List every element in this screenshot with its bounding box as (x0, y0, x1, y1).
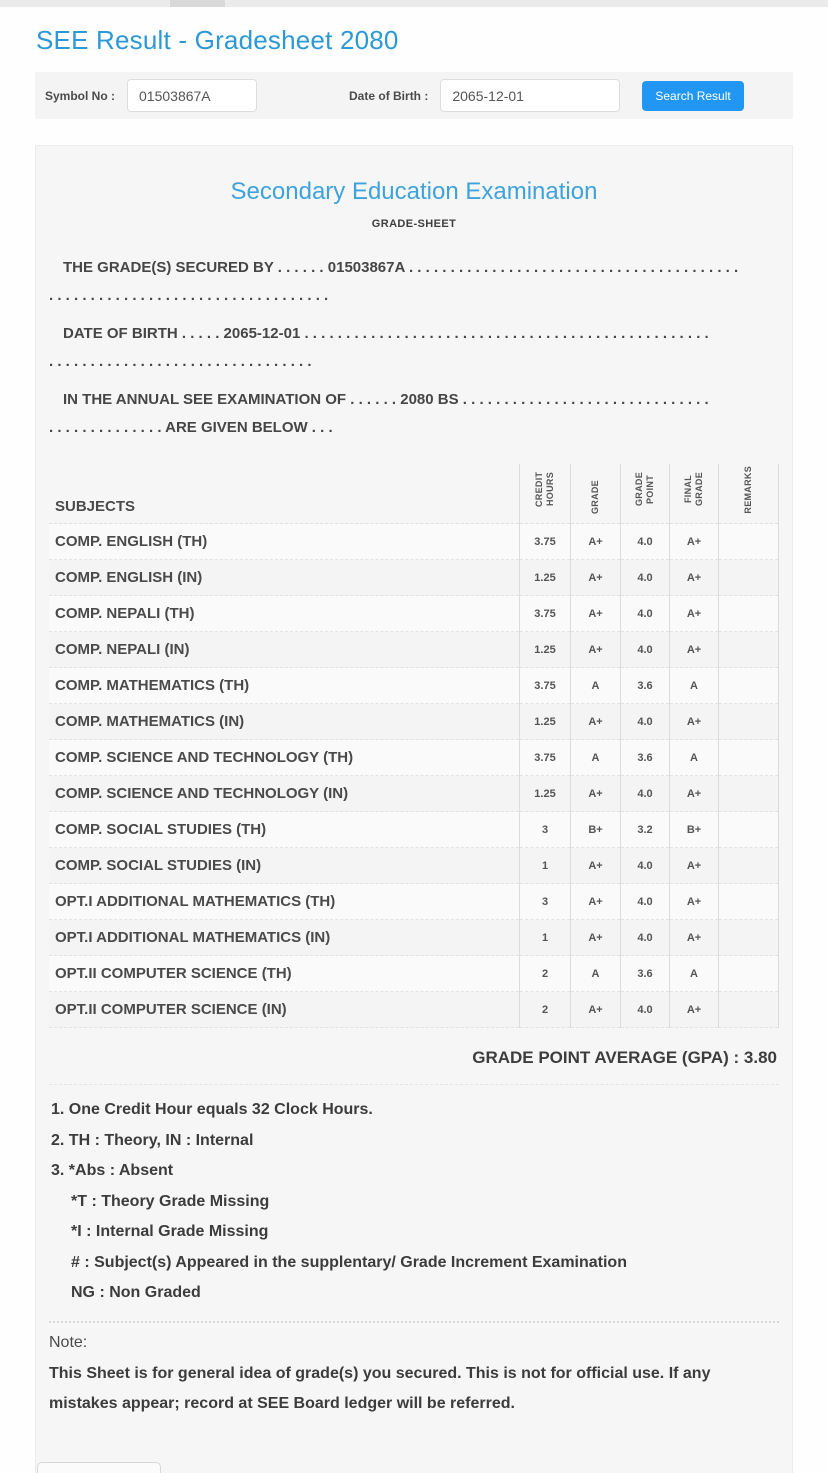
cell-remarks (719, 992, 779, 1028)
cell-credit-hours: 2 (520, 992, 571, 1028)
footnotes (49, 1084, 779, 1309)
note-text: This Sheet is for general idea of grade(s) you secured. This is not for official use. If any mistakes appear; record at SEE Board ledger will be referred. (49, 1364, 711, 1412)
cell-remarks (719, 776, 779, 812)
cell-remarks (719, 560, 779, 596)
cell-grade-point: 3.6 (621, 740, 670, 776)
cell-grade: A+ (571, 920, 621, 956)
cell-remarks (719, 812, 779, 848)
cell-subject: COMP. SCIENCE AND TECHNOLOGY (TH) (55, 749, 354, 766)
cell-remarks (719, 884, 779, 920)
note-title: Note: (49, 1333, 88, 1351)
cell-remarks (719, 524, 779, 560)
statement-line-2: . . . . . . . . . . . . . . ARE GIVEN BELOW . . . (49, 419, 333, 436)
cell-subject: OPT.I ADDITIONAL MATHEMATICS (TH) (55, 893, 336, 910)
top-strip-segment (170, 0, 225, 7)
cell-grade: A+ (571, 992, 621, 1028)
cell-grade: A+ (571, 776, 621, 812)
table-row (49, 524, 779, 560)
cell-remarks (719, 596, 779, 632)
gradesheet-heading: Secondary Education Examination (230, 178, 598, 205)
cell-final-grade: A+ (670, 920, 719, 956)
column-header-final-grade: FINAL GRADE (670, 464, 719, 524)
column-header-subjects: SUBJECTS (49, 464, 520, 524)
table-row (49, 920, 779, 956)
table-row (49, 560, 779, 596)
search-result-button[interactable]: Search Result (642, 81, 743, 111)
cell-remarks (719, 632, 779, 668)
cell-subject: COMP. MATHEMATICS (IN) (55, 713, 245, 730)
table-row (49, 704, 779, 740)
table-row (49, 596, 779, 632)
column-header-remarks: REMARKS (719, 464, 779, 524)
cell-subject: COMP. SOCIAL STUDIES (TH) (55, 821, 267, 838)
date-of-birth-input[interactable] (440, 79, 620, 112)
cell-grade-point: 4.0 (621, 992, 670, 1028)
cell-grade-point: 4.0 (621, 884, 670, 920)
cell-credit-hours: 3.75 (520, 668, 571, 704)
cell-grade-point: 4.0 (621, 848, 670, 884)
cell-credit-hours: 2 (520, 956, 571, 992)
cell-remarks (719, 956, 779, 992)
cell-credit-hours: 1.25 (520, 560, 571, 596)
cell-credit-hours: 3.75 (520, 596, 571, 632)
cell-grade: A+ (571, 704, 621, 740)
cell-grade: A+ (571, 848, 621, 884)
cell-subject: COMP. MATHEMATICS (TH) (55, 677, 250, 694)
footnote-line: 3. *Abs : Absent (51, 1162, 174, 1179)
cell-final-grade: A+ (670, 524, 719, 560)
cell-subject: COMP. ENGLISH (IN) (55, 569, 203, 586)
cell-subject: OPT.II COMPUTER SCIENCE (IN) (55, 1001, 287, 1018)
grades-table-header (49, 464, 779, 524)
cell-credit-hours: 1.25 (520, 632, 571, 668)
cell-grade: A+ (571, 884, 621, 920)
cell-credit-hours: 3.75 (520, 740, 571, 776)
table-row (49, 992, 779, 1028)
cell-final-grade: A+ (670, 848, 719, 884)
cell-final-grade: B+ (670, 812, 719, 848)
cell-remarks (719, 704, 779, 740)
column-header-credit-hours: CREDIT HOURS (520, 464, 571, 524)
grades-table (49, 464, 779, 1028)
cell-grade-point: 4.0 (621, 596, 670, 632)
statement-line-1: THE GRADE(S) SECURED BY . . . . . . 01503867A . . . . . . . . . . . . . . . . . . . . . . . . . . . . . . . . . . . . . . . . (63, 259, 739, 276)
cell-grade: A (571, 668, 621, 704)
grades-table-body (49, 524, 779, 1028)
cell-grade-point: 4.0 (621, 776, 670, 812)
cell-credit-hours: 1 (520, 920, 571, 956)
search-form (35, 72, 793, 119)
table-row (49, 776, 779, 812)
statement (49, 254, 779, 310)
cell-grade: B+ (571, 812, 621, 848)
cell-grade: A+ (571, 524, 621, 560)
table-row (49, 848, 779, 884)
cell-credit-hours: 3 (520, 812, 571, 848)
cell-grade: A+ (571, 632, 621, 668)
page-title: SEE Result - Gradesheet 2080 (36, 25, 399, 55)
date-of-birth-label: Date of Birth : (349, 88, 429, 103)
footnote-line: *I : Internal Grade Missing (71, 1223, 269, 1240)
statement-line-1: DATE OF BIRTH . . . . . 2065-12-01 . . . . . . . . . . . . . . . . . . . . . . . . . . . . . . . . . . . . . . . . . . . . . . . . . (63, 325, 709, 342)
cell-subject: COMP. SOCIAL STUDIES (IN) (55, 857, 262, 874)
cell-remarks (719, 920, 779, 956)
cell-grade-point: 4.0 (621, 524, 670, 560)
cell-final-grade: A+ (670, 560, 719, 596)
footnote-line: *T : Theory Grade Missing (71, 1192, 270, 1210)
cell-credit-hours: 1.25 (520, 776, 571, 812)
cell-credit-hours: 3 (520, 884, 571, 920)
gpa-line: GRADE POINT AVERAGE (GPA) : 3.80 (472, 1048, 777, 1067)
cell-grade: A+ (571, 596, 621, 632)
cell-final-grade: A (670, 740, 719, 776)
cell-remarks (719, 740, 779, 776)
cell-subject: COMP. ENGLISH (TH) (55, 533, 208, 550)
footnote-line: 2. TH : Theory, IN : Internal (51, 1131, 254, 1149)
cell-remarks (719, 668, 779, 704)
statement (49, 386, 779, 442)
cell-final-grade: A+ (670, 884, 719, 920)
cell-final-grade: A+ (670, 704, 719, 740)
cell-grade-point: 4.0 (621, 920, 670, 956)
cell-grade-point: 3.6 (621, 956, 670, 992)
top-strip (0, 0, 828, 7)
column-header-grade: GRADE (571, 464, 621, 524)
cell-credit-hours: 1 (520, 848, 571, 884)
statement-line-2: . . . . . . . . . . . . . . . . . . . . . . . . . . . . . . . . . . (49, 287, 329, 304)
statement (49, 320, 779, 376)
cell-grade-point: 3.2 (621, 812, 670, 848)
cell-grade: A (571, 956, 621, 992)
gradesheet-subheading: GRADE-SHEET (371, 218, 457, 230)
gradesheet-card (35, 145, 793, 1473)
cell-final-grade: A+ (670, 632, 719, 668)
cell-subject: OPT.II COMPUTER SCIENCE (TH) (55, 965, 292, 982)
table-row (49, 812, 779, 848)
statement-line-1: IN THE ANNUAL SEE EXAMINATION OF . . . . . . 2080 BS . . . . . . . . . . . . . . . . . . . . . . . . . . . . . . (63, 391, 709, 408)
table-row (49, 884, 779, 920)
table-row (49, 740, 779, 776)
cell-subject: COMP. NEPALI (IN) (55, 641, 190, 658)
cell-final-grade: A (670, 956, 719, 992)
cell-grade-point: 4.0 (621, 560, 670, 596)
statement-line-2: . . . . . . . . . . . . . . . . . . . . . . . . . . . . . . . . (49, 353, 312, 370)
cell-final-grade: A (670, 668, 719, 704)
cell-final-grade: A+ (670, 776, 719, 812)
table-row (49, 668, 779, 704)
cell-grade-point: 4.0 (621, 632, 670, 668)
cell-credit-hours: 3.75 (520, 524, 571, 560)
column-header-grade-point: GRADE POINT (621, 464, 670, 524)
cell-subject: COMP. SCIENCE AND TECHNOLOGY (IN) (55, 785, 349, 802)
symbol-no-input[interactable] (127, 79, 257, 112)
symbol-no-label: Symbol No : (45, 88, 116, 103)
cell-final-grade: A+ (670, 992, 719, 1028)
cell-subject: OPT.I ADDITIONAL MATHEMATICS (IN) (55, 929, 331, 946)
cell-grade: A+ (571, 560, 621, 596)
cell-grade-point: 4.0 (621, 704, 670, 740)
cell-remarks (719, 848, 779, 884)
footnote-line: # : Subject(s) Appeared in the supplentary/ Grade Increment Examination (71, 1253, 627, 1271)
cell-final-grade: A+ (670, 596, 719, 632)
cell-grade-point: 3.6 (621, 668, 670, 704)
table-row (49, 956, 779, 992)
note-section (49, 1321, 779, 1419)
table-row (49, 632, 779, 668)
footnote-line: NG : Non Graded (71, 1284, 201, 1301)
footnote-line: 1. One Credit Hour equals 32 Clock Hours. (51, 1101, 373, 1118)
statements (49, 254, 779, 442)
cell-grade: A (571, 740, 621, 776)
cutoff-bottom-button[interactable] (37, 1462, 161, 1473)
cell-subject: COMP. NEPALI (TH) (55, 605, 195, 622)
cell-credit-hours: 1.25 (520, 704, 571, 740)
